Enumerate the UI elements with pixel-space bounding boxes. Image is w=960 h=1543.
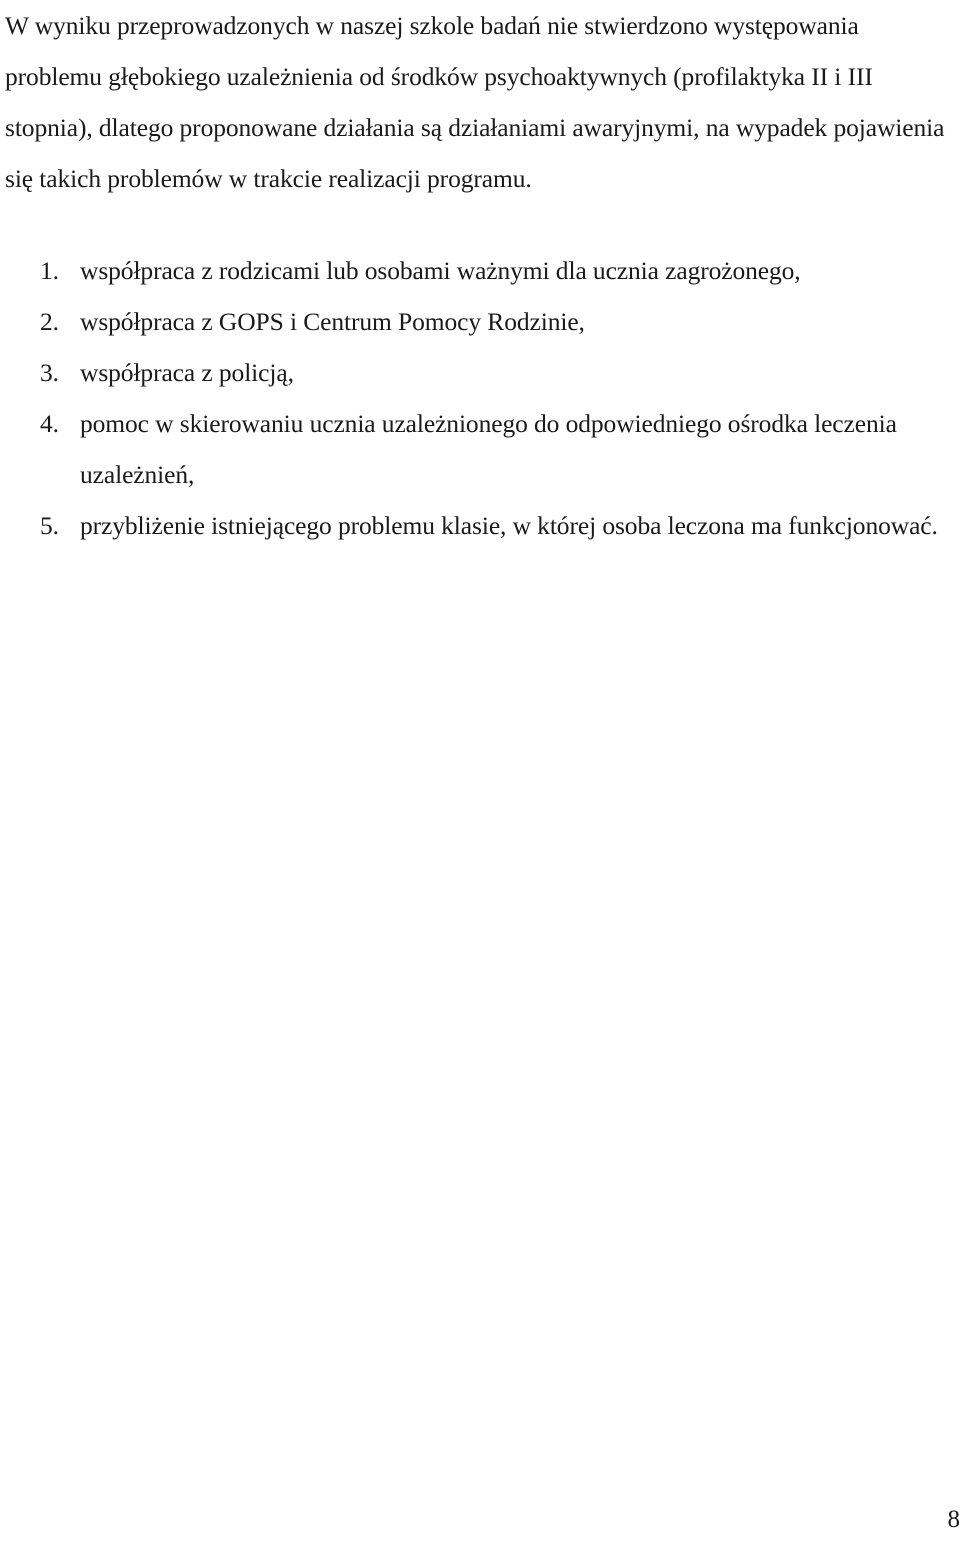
- list-item-number: 1.: [40, 256, 59, 285]
- list-item-number: 4.: [40, 409, 59, 438]
- list-item-number: 2.: [40, 307, 59, 336]
- intro-paragraph: W wyniku przeprowadzonych w naszej szkole badań nie stwierdzono występowania problemu głębokiego uzależnienia od środków psychoaktywnych (profilaktyka II i III stopnia), dlatego proponowane działania są działaniami awaryjnymi, na wypadek pojawienia się takich problemów w trakcie realizacji programu.: [5, 11, 945, 193]
- list-item: [40, 347, 940, 398]
- page-number: 8: [947, 1506, 960, 1533]
- list-item: [40, 398, 940, 500]
- list-item-number: 3.: [40, 358, 59, 387]
- list-item-text: współpraca z GOPS i Centrum Pomocy Rodzinie,: [80, 307, 585, 336]
- list-item: [40, 296, 940, 347]
- list-item-number: 5.: [40, 511, 59, 540]
- action-list: [40, 245, 940, 551]
- list-item-text: pomoc w skierowaniu ucznia uzależnionego do odpowiedniego ośrodka leczenia uzależnień,: [80, 409, 897, 489]
- list-item-text: współpraca z policją,: [80, 358, 294, 387]
- list-item-text: współpraca z rodzicami lub osobami ważnymi dla ucznia zagrożonego,: [80, 256, 801, 285]
- list-item: [40, 245, 940, 296]
- list-item-text: przybliżenie istniejącego problemu klasie, w której osoba leczona ma funkcjonować.: [80, 511, 938, 540]
- list-item: [40, 500, 940, 551]
